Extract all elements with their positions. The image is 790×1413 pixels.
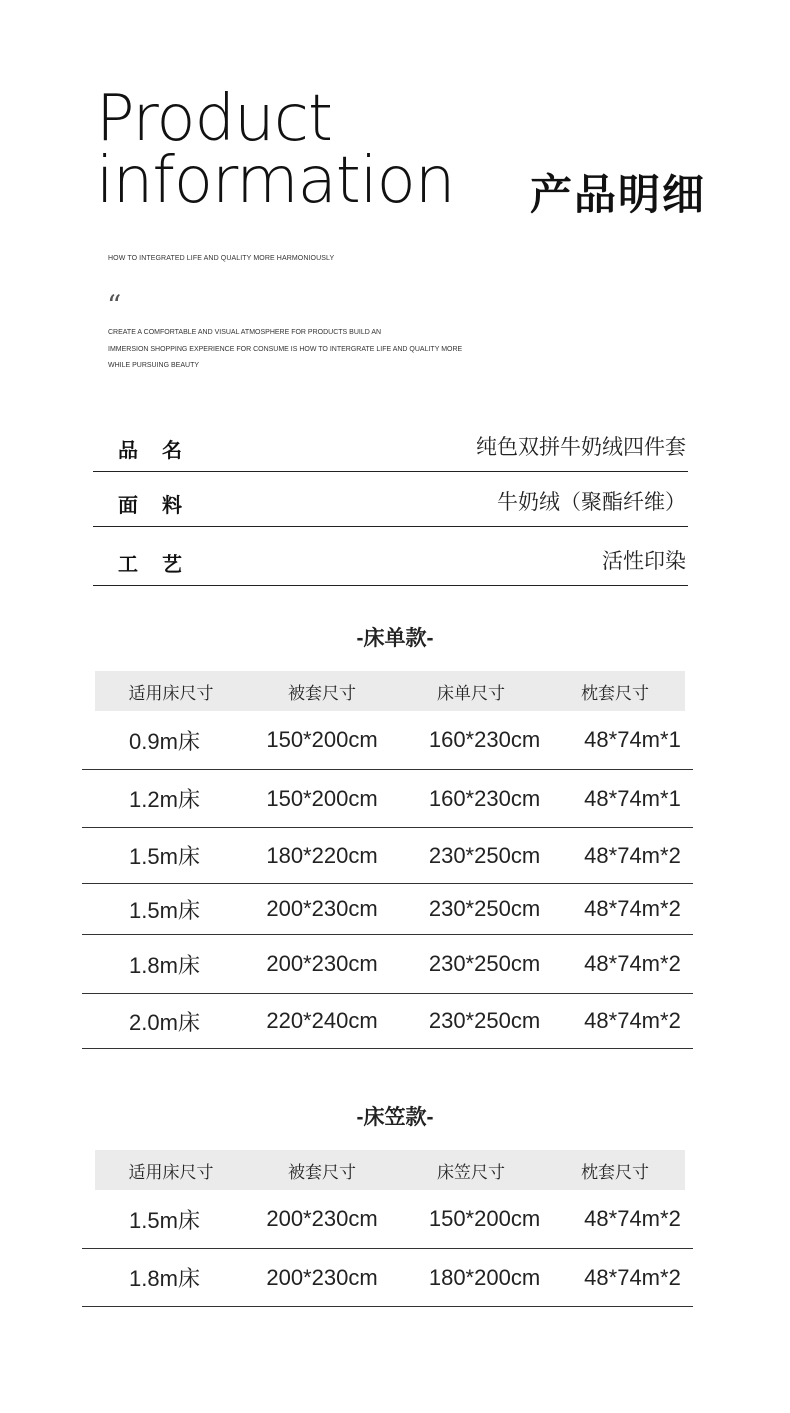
fitted-size-table — [82, 1150, 693, 1307]
sheet-section-title: -床单款- — [356, 627, 434, 650]
table-cell: 180*220cm — [266, 842, 378, 868]
spec-row-process — [93, 527, 688, 586]
spec-row-fabric — [93, 472, 688, 527]
table-row — [82, 884, 693, 935]
sheet-size-table — [82, 671, 693, 1049]
table-cell: 48*74m*1 — [584, 785, 681, 811]
table-cell: 1.5m床 — [129, 844, 200, 869]
table-cell: 150*200cm — [428, 1206, 541, 1231]
header-cell: 枕套尺寸 — [581, 683, 649, 703]
spec-row-name — [93, 415, 688, 472]
table-cell: 1.5m床 — [129, 897, 200, 923]
table-cell: 48*74m*2 — [584, 896, 681, 921]
title-chinese: 产品明细 — [530, 170, 707, 219]
fitted-section-title: -床笠款- — [356, 1106, 434, 1129]
spec-label: 品名 — [118, 440, 206, 462]
spec-value: 牛奶绒（聚酯纤维） — [497, 491, 686, 514]
table-cell: 230*250cm — [428, 951, 541, 976]
table-cell: 220*240cm — [266, 1008, 378, 1033]
table-cell: 2.0m床 — [129, 1009, 200, 1035]
spec-value: 活性印染 — [602, 550, 686, 573]
header-cell: 床笠尺寸 — [437, 1162, 505, 1182]
table-row — [82, 994, 693, 1049]
table-cell: 160*230cm — [428, 727, 541, 752]
spec-label: 工艺 — [118, 554, 206, 576]
header-cell: 适用床尺寸 — [128, 683, 214, 703]
table-cell: 200*230cm — [266, 951, 378, 976]
header-cell: 床单尺寸 — [437, 683, 505, 703]
table-cell: 180*200cm — [428, 1264, 541, 1290]
header-cell: 枕套尺寸 — [581, 1162, 649, 1182]
table-cell: 160*230cm — [428, 785, 541, 811]
table-cell: 230*250cm — [428, 842, 541, 868]
title-english-line-1: Product — [96, 82, 332, 156]
table-cell: 230*250cm — [428, 896, 541, 921]
spec-value: 纯色双拼牛奶绒四件套 — [476, 436, 686, 459]
table-row — [82, 770, 693, 828]
table-cell: 150*200cm — [266, 727, 378, 752]
header-cell: 被套尺寸 — [288, 683, 356, 703]
table-row — [82, 711, 693, 770]
spec-label: 面料 — [118, 495, 206, 517]
spec-table — [93, 415, 688, 586]
table-cell: 1.5m床 — [129, 1207, 200, 1233]
table-row — [82, 828, 693, 884]
blurb — [108, 325, 528, 375]
table-header — [95, 1150, 685, 1190]
table-cell: 1.8m床 — [129, 952, 200, 978]
blurb-line: WHILE PURSUING BEAUTY — [108, 362, 200, 369]
header-cell: 适用床尺寸 — [128, 1162, 214, 1182]
table-cell: 200*230cm — [266, 1264, 378, 1290]
table-cell: 48*74m*2 — [584, 951, 681, 976]
table-cell: 150*200cm — [266, 785, 378, 811]
table-row — [82, 1249, 693, 1307]
header-cell: 被套尺寸 — [288, 1162, 356, 1182]
table-row — [82, 935, 693, 994]
table-row — [82, 1190, 693, 1249]
tagline: HOW TO INTEGRATED LIFE AND QUALITY MORE HARMONIOUSLY — [108, 255, 335, 262]
table-cell: 48*74m*2 — [584, 1008, 681, 1033]
title-english-line-2: information — [96, 144, 455, 218]
title-english — [96, 82, 455, 218]
table-header — [95, 671, 685, 711]
table-cell: 48*74m*2 — [584, 1206, 681, 1231]
blurb-line: IMMERSION SHOPPING EXPERIENCE FOR CONSUME IS HOW TO INTERGRATE LIFE AND QUALITY MORE — [108, 345, 463, 353]
table-cell: 48*74m*1 — [584, 727, 681, 752]
blurb-line: CREATE A COMFORTABLE AND VISUAL ATMOSPHERE FOR PRODUCTS BUILD AN — [108, 329, 382, 336]
quote-mark-icon: “ — [107, 289, 122, 322]
table-cell: 0.9m床 — [129, 728, 200, 754]
table-cell: 200*230cm — [266, 896, 378, 921]
table-cell: 1.8m床 — [129, 1266, 200, 1291]
table-cell: 230*250cm — [428, 1008, 541, 1033]
table-cell: 1.2m床 — [129, 787, 200, 812]
table-cell: 200*230cm — [266, 1206, 378, 1231]
table-cell: 48*74m*2 — [584, 842, 681, 868]
table-cell: 48*74m*2 — [584, 1264, 681, 1290]
